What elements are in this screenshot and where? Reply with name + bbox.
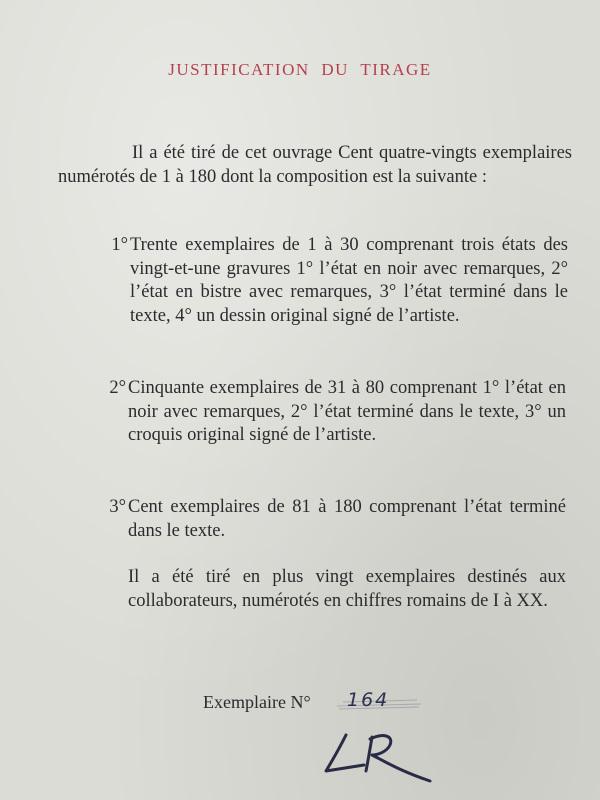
item-number: 3° <box>109 497 126 517</box>
intro-paragraph: Il a été tiré de cet ouvrage Cent quatre-vingts exemplaires numérotés de 1 à 180 dont la composition est la suivante : <box>58 143 572 187</box>
copy-number: 164 <box>347 689 390 711</box>
artist-signature <box>318 725 448 785</box>
item-number: 2° <box>109 378 126 398</box>
item-number: 1° <box>111 235 128 255</box>
item-text: Cent exemplaires de 81 à 180 comprenant l’état terminé dans le texte. <box>128 497 566 541</box>
item-text: Cinquante exemplaires de 31 à 80 comprenant 1° l’état en noir avec remarques, 2° l’état terminé dans le texte, 3° un croquis original signé de l’artiste. <box>128 378 566 445</box>
copy-label: Exemplaire N° <box>203 692 311 712</box>
additional-paragraph: Il a été tiré en plus vingt exemplaires destinés aux collaborateurs, numérotés en chiffres romains de I à XX. <box>128 567 566 611</box>
page-title: JUSTIFICATION DU TIRAGE <box>168 60 432 79</box>
item-text: Trente exemplaires de 1 à 30 comprenant trois états des vingt-et-une gravures 1° l’état en noir avec remarques, 2° l’état en bistre avec remarques, 3° l’état terminé dans le texte, 4° un dessin original signé de l’artiste. <box>130 235 568 326</box>
copy-number-field <box>333 688 425 714</box>
